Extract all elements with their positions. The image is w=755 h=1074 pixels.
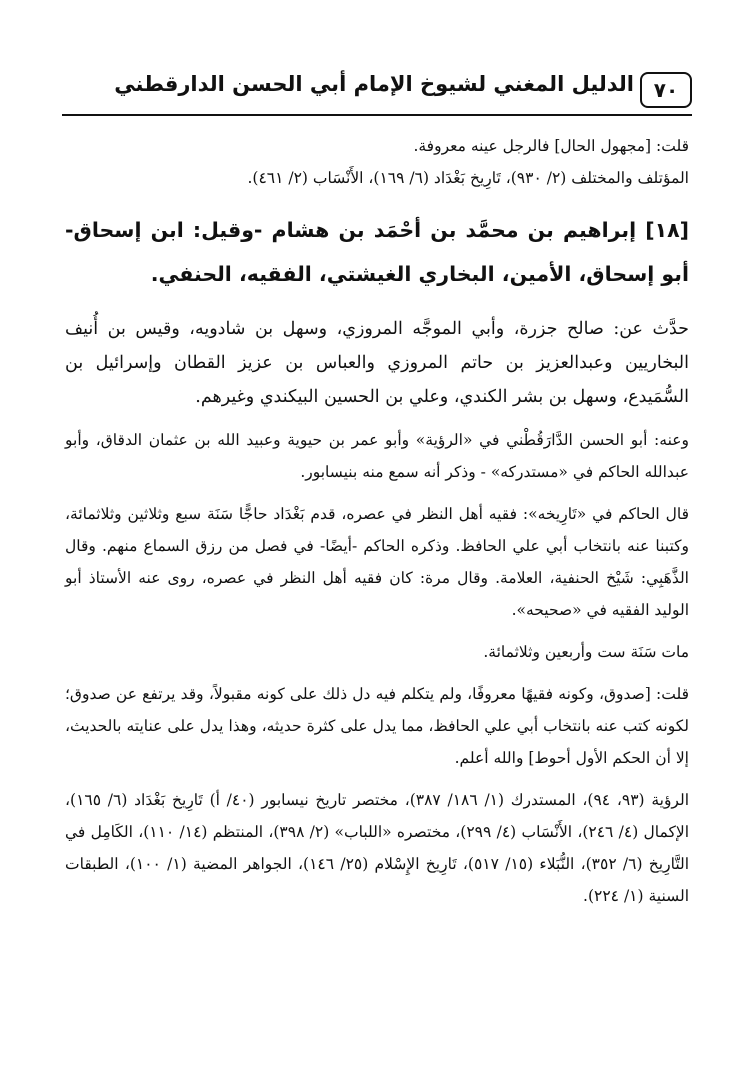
hakim-statement: قال الحاكم في «تَارِيخه»: فقيه أهل النظر في عصره، قدم بَغْدَاد حاجًّا سَنَة سبع وثلاثين وثلاثمائة، وكتبنا عنه بانتخاب أبي علي الحافظ. وذكره الحاكم -أيضًا- في فصل من رزق السماع منهم. وقال الذَّهَبِي: شَيْخ الحنفية، العلامة. وقال مرة: كان فقيه أهل النظر في عصره، روى عنه الأستاذ أبو الوليد الفقيه في «صحيحه».	[65, 505, 689, 619]
page-number: ٧٠	[640, 72, 692, 108]
previous-entry-verdict: قلت: [مجهول الحال] فالرجل عينه معروفة.	[413, 137, 689, 155]
author-verdict: قلت: [صدوق، وكونه فقيهًا معروفًا، ولم يتكلم فيه دل ذلك على كونه مقبولاً، وقد يرتفع عن صدوق؛ لكونه كتب عنه بانتخاب أبي علي الحافظ، مما يدل على كثرة حديثه، وهذا يدل على عنايته بالحديث، إلا أن الحكم الأول أحوط] والله أعلم.	[65, 685, 689, 767]
death-date: مات سَنَة ست وأربعين وثلاثمائة.	[483, 643, 689, 661]
narrated-by: وعنه: أبو الحسن الدَّارَقُطْني في «الرؤية» وأبو عمر بن حيوية وعبيد الله بن عثمان الدقاق، وأبو عبدالله الحاكم في «مستدركه» - وذكر أنه سمع منه بنيسابور.	[65, 431, 689, 481]
page-body	[65, 130, 689, 912]
running-title: الدليل المغني لشيوخ الإمام أبي الحسن الدارقطني	[114, 72, 634, 96]
narrated-from: حدَّث عن: صالح جزرة، وأبي الموجَّه المروزي، وسهل بن شادويه، وقيس بن أُنيف البخاريين وعبدالعزيز بن حاتم المروزي والعباس بن عزيز القطان وإسرائيل بن السُّمَيدع، وسهل بن بشر الكندي، وعلي بن الحسين البيكندي وغيرهم.	[65, 319, 689, 407]
entry-sources: الرؤية (٩٣، ٩٤)، المستدرك (١/ ١٨٦/ ٣٨٧)، مختصر تاريخ نيسابور (٤٠/ أ) تَارِيخ بَغْدَاد (٦/ ١٦٥)، الإكمال (٤/ ٢٤٦)، الأَنْسَاب (٤/ ٢٩٩)، مختصره «اللباب» (٢/ ٣٩٨)، المنتظم (١٤/ ١١٠)، الكَامِل في التَّارِيخ (٦/ ٣٥٢)، النُّبَلاء (١٥/ ٥١٧)، تَارِيخ الإِسْلام (٢٥/ ١٤٦)، الجواهر المضية (١/ ١٠٠)، الطبقات السنية (١/ ٢٢٤).	[65, 791, 690, 905]
page-header	[62, 70, 692, 116]
previous-entry-sources: المؤتلف والمختلف (٢/ ٩٣٠)، تَارِيخ بَغْدَاد (٦/ ١٦٩)، الأَنْسَاب (٢/ ٤٦١).	[247, 169, 689, 187]
entry-heading: [١٨] إبراهيم بن محمَّد بن أحْمَد بن هشام -وقيل: ابن إسحاق- أبو إسحاق، الأمين، البخاري الغيشتي، الفقيه، الحنفي.	[65, 218, 689, 286]
